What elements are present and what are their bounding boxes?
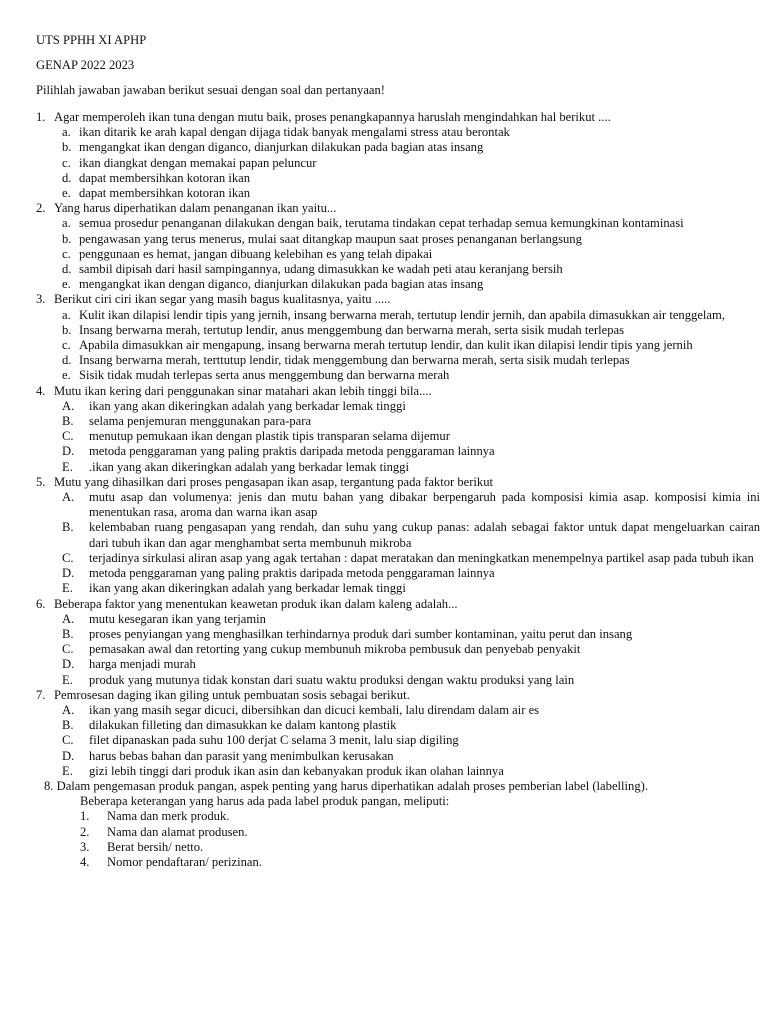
option-letter: D. — [62, 657, 75, 672]
option-text: mutu asap dan volumenya: jenis dan mutu bahan yang dibakar berpengaruh pada komposisi kimia asap. komposisi kimia ini menentukan rasa, aroma dan warna ikan asap — [89, 490, 760, 520]
answer-option — [36, 140, 760, 155]
question-text: 7. Pemrosesan daging ikan giling untuk pembuatan sosis sebagai berikut. — [36, 687, 410, 702]
question-number: 3. — [36, 292, 46, 307]
option-text: dapat membersihkan kotoran ikan — [79, 170, 251, 185]
answer-option — [36, 703, 760, 718]
answer-option — [36, 642, 760, 657]
option-letter: A. — [62, 490, 75, 505]
answer-option — [36, 353, 760, 368]
option-text: mutu kesegaran ikan yang terjamin — [89, 611, 266, 626]
option-letter: B. — [62, 520, 74, 535]
option-text: terjadinya sirkulasi aliran asap yang agak tertahan : dapat meratakan dan meningkatkan menempelnya partikel asap pada tubuh ikan — [89, 550, 754, 565]
exam-instruction: Pilihlah jawaban jawaban berikut sesuai dengan soal dan pertanyaan! — [36, 83, 386, 97]
option-letter: B. — [62, 414, 74, 429]
answer-option — [36, 414, 760, 429]
answer-option — [36, 186, 760, 201]
option-text: ikan ditarik ke arah kapal dengan dijaga tidak banyak mengalami stress atau berontak — [79, 125, 510, 140]
option-letter: A. — [62, 611, 75, 626]
option-text: pemasakan awal dan retorting yang cukup membunuh mikroba pembusuk dan penyebab penyakit — [89, 642, 581, 657]
option-letter: D. — [62, 566, 75, 581]
question-8-subtext: Beberapa keterangan yang harus ada pada label produk pangan, meliputi: — [80, 794, 450, 809]
option-text: metoda penggaraman yang paling praktis daripada metoda penggaraman lainnya — [89, 444, 495, 459]
exam-title: UTS PPHH XI APHP — [36, 33, 147, 47]
option-letter: c. — [62, 155, 71, 170]
answer-option — [36, 566, 760, 581]
option-text: mengangkat ikan dengan diganco, dianjurkan dilakukan pada bagian atas insang — [79, 277, 484, 292]
option-letter: d. — [62, 170, 72, 185]
answer-option — [36, 308, 760, 323]
option-text: kelembaban ruang pengasapan yang rendah, dan suhu yang cukup panas: adalah sebagai faktor untuk dapat mengeluarkan cairan dari tubuh ikan dan agar menghambat serta membunuh mikroba — [89, 520, 760, 550]
question-8-text: 8. Dalam pengemasan produk pangan, aspek penting yang harus diperhatikan adalah proses pemberian label (labelling). — [44, 778, 648, 793]
question-number: 1. — [36, 110, 46, 124]
question-number: 7. — [36, 687, 46, 702]
question-8 — [36, 779, 760, 870]
option-text: Insang berwarna merah, terttutup lendir, tidak menggembung dan berwarna merah, serta sisik mudah terlepas — [79, 353, 630, 368]
list-item: 2. Nama dan alamat produsen. — [80, 824, 248, 839]
answer-option — [36, 125, 760, 140]
option-letter: a. — [62, 307, 71, 322]
question-text: 3. Berikut ciri ciri ikan segar yang masih bagus kualitasnya, yaitu ..... — [36, 292, 391, 307]
label-requirements-list — [36, 809, 760, 870]
option-text: Kulit ikan dilapisi lendir tipis yang jernih, insang berwarna merah, tertutup lendir jernih, dan apabila dimasukkan air tenggelam, — [79, 307, 725, 322]
option-text: mengangkat ikan dengan diganco, dianjurkan dilakukan pada bagian atas insang — [79, 140, 484, 155]
answer-option — [36, 171, 760, 186]
answer-option — [36, 657, 760, 672]
option-letter: e. — [62, 277, 71, 292]
answer-option — [36, 262, 760, 277]
option-letter: C. — [62, 429, 74, 444]
option-text: Sisik tidak mudah terlepas serta anus menggembung dan berwarna merah — [79, 368, 450, 383]
question-text: 2. Yang harus diperhatikan dalam penanganan ikan yaitu... — [36, 201, 337, 216]
question-text: 1. Agar memperoleh ikan tuna dengan mutu baik, proses penangkapannya haruslah mengindahkan hal berikut .... — [36, 110, 611, 124]
option-text: pengawasan yang terus menerus, mulai saat ditangkap maupun saat proses penanganan berlangsung — [79, 231, 582, 246]
option-text: Apabila dimasukkan air mengapung, insang berwarna merah tertutup lendir, dan kulit ikan dilapisi lendir tipis yang jernih — [79, 338, 693, 353]
option-text: selama penjemuran menggunakan para-para — [89, 414, 312, 429]
question-4 — [36, 384, 760, 475]
option-letter: b. — [62, 322, 72, 337]
question-5 — [36, 475, 760, 597]
answer-option — [36, 581, 760, 596]
question-number: 6. — [36, 596, 46, 611]
option-text: dilakukan filleting dan dimasukkan ke dalam kantong plastik — [89, 718, 397, 733]
option-letter: c. — [62, 338, 71, 353]
option-letter: a. — [62, 125, 71, 140]
option-text: gizi lebih tinggi dari produk ikan asin dan kebanyakan produk ikan olahan lainnya — [89, 763, 504, 778]
option-letter: D. — [62, 748, 75, 763]
question-number: 5. — [36, 474, 46, 489]
answer-option — [36, 247, 760, 262]
option-text: penggunaan es hemat, jangan dibuang kelebihan es yang telah dipakai — [79, 246, 433, 261]
question-7 — [36, 688, 760, 779]
option-letter: E. — [62, 581, 73, 596]
answer-option — [36, 156, 760, 171]
question-3 — [36, 292, 760, 383]
option-letter: D. — [62, 444, 75, 459]
answer-option — [36, 338, 760, 353]
option-text: ikan yang akan dikeringkan adalah yang berkadar lemak tinggi — [89, 398, 406, 413]
option-letter: d. — [62, 262, 72, 277]
question-text: 5. Mutu yang dihasilkan dari proses pengasapan ikan asap, tergantung pada faktor berikut — [36, 474, 494, 489]
list-item: 1. Nama dan merk produk. — [80, 809, 230, 824]
option-text: harga menjadi murah — [89, 657, 196, 672]
answer-option — [36, 612, 760, 627]
question-number: 4. — [36, 383, 46, 398]
question-8-number: 8. — [44, 778, 54, 793]
option-letter: e. — [62, 186, 71, 201]
option-text: dapat membersihkan kotoran ikan — [79, 186, 251, 201]
option-text: harus bebas bahan dan parasit yang menimbulkan kerusakan — [89, 748, 394, 763]
question-2 — [36, 201, 760, 292]
option-letter: C. — [62, 550, 74, 565]
option-letter: b. — [62, 231, 72, 246]
option-text: ikan diangkat dengan memakai papan peluncur — [79, 155, 317, 170]
answer-option — [36, 460, 760, 475]
answer-option — [36, 368, 760, 383]
option-text: .ikan yang akan dikeringkan adalah yang berkadar lemak tinggi — [89, 459, 409, 474]
option-letter: c. — [62, 246, 71, 261]
option-letter: d. — [62, 353, 72, 368]
answer-option — [36, 399, 760, 414]
answer-option — [36, 749, 760, 764]
answer-option — [36, 444, 760, 459]
option-letter: E. — [62, 459, 73, 474]
question-number: 2. — [36, 201, 46, 216]
option-letter: B. — [62, 718, 74, 733]
option-text: semua prosedur penanganan dilakukan dengan baik, terutama tindakan cepat terhadap semua kemungkinan kontaminasi — [79, 216, 684, 231]
answer-option — [36, 627, 760, 642]
answer-option — [36, 277, 760, 292]
option-text: filet dipanaskan pada suhu 100 derjat C selama 3 menit, lalu siap digiling — [89, 733, 459, 748]
answer-option — [36, 323, 760, 338]
question-text: 6. Beberapa faktor yang menentukan keawetan produk ikan dalam kaleng adalah... — [36, 596, 458, 611]
option-letter: b. — [62, 140, 72, 155]
option-letter: A. — [62, 398, 75, 413]
question-6 — [36, 597, 760, 688]
option-text: proses penyiangan yang menghasilkan terhindarnya produk dari sumber kontaminan, yaitu perut dan insang — [89, 626, 633, 641]
exam-semester: GENAP 2022 2023 — [36, 58, 135, 72]
option-letter: B. — [62, 626, 74, 641]
option-letter: A. — [62, 702, 75, 717]
option-text: produk yang mutunya tidak konstan dari suatu waktu produksi dengan waktu produksi yang lain — [89, 672, 575, 687]
option-letter: E. — [62, 763, 73, 778]
answer-option — [36, 429, 760, 444]
option-letter: E. — [62, 672, 73, 687]
list-item: 4. Nomor pendaftaran/ perizinan. — [80, 854, 262, 869]
answer-option — [36, 551, 760, 566]
answer-option — [36, 673, 760, 688]
answer-option — [36, 733, 760, 748]
list-item: 3. Berat bersih/ netto. — [80, 839, 204, 854]
option-text: Insang berwarna merah, tertutup lendir, anus menggembung dan berwarna merah, serta sisik mudah terlepas — [79, 322, 625, 337]
question-1 — [36, 110, 760, 201]
answer-option — [36, 718, 760, 733]
answer-option — [36, 216, 760, 231]
option-letter: a. — [62, 216, 71, 231]
option-text: sambil dipisah dari hasil sampingannya, udang dimasukkan ke wadah peti atau keranjang bersih — [79, 262, 563, 277]
option-letter: e. — [62, 368, 71, 383]
option-letter: C. — [62, 642, 74, 657]
answer-option — [36, 490, 760, 520]
answer-option — [36, 520, 760, 550]
option-text: metoda penggaraman yang paling praktis daripada metoda penggaraman lainnya — [89, 566, 495, 581]
question-text: 4. Mutu ikan kering dari penggunakan sinar matahari akan lebih tinggi bila.... — [36, 383, 432, 398]
question-list — [36, 110, 760, 870]
answer-option — [36, 764, 760, 779]
option-text: ikan yang masih segar dicuci, dibersihkan dan dicuci kembali, lalu direndam dalam air es — [89, 702, 540, 717]
option-text: ikan yang akan dikeringkan adalah yang berkadar lemak tinggi — [89, 581, 406, 596]
option-letter: C. — [62, 733, 74, 748]
option-text: menutup pemukaan ikan dengan plastik tipis transparan selama dijemur — [89, 429, 450, 444]
answer-option — [36, 232, 760, 247]
